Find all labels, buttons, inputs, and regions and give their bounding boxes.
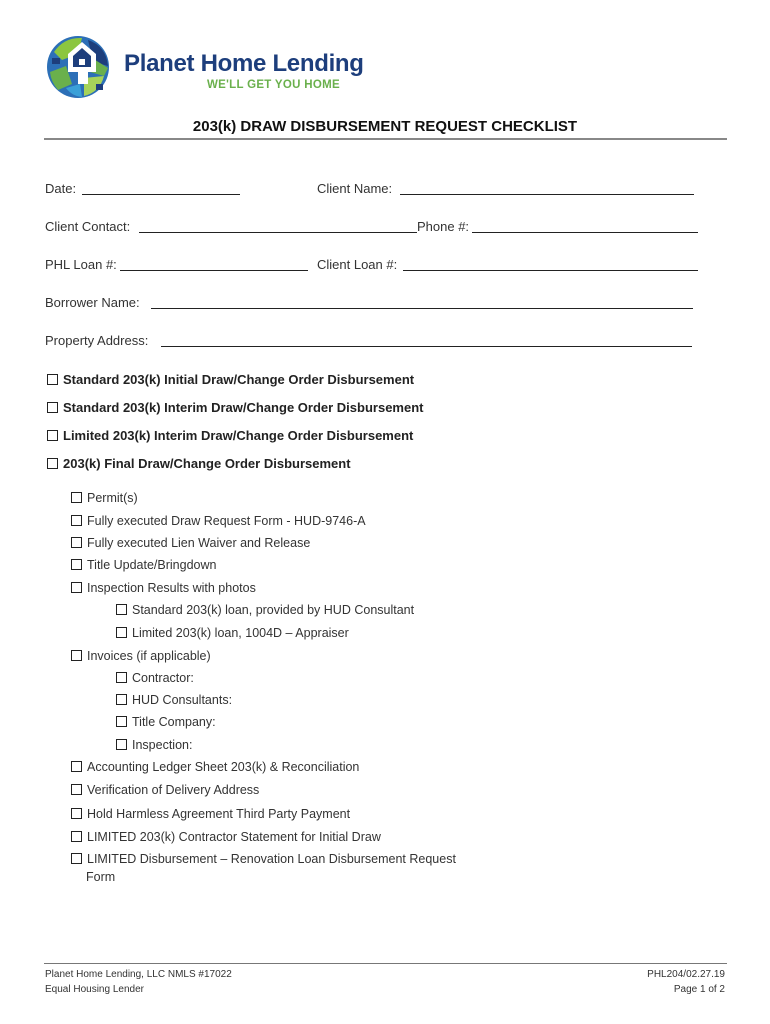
checklist-subitem-standard-loan[interactable]	[116, 603, 414, 617]
checklist-label: Standard 203(k) loan, provided by HUD Consultant	[132, 603, 415, 617]
checklist-label: Permit(s)	[87, 491, 138, 505]
checklist-subitem-hud-consultants[interactable]	[116, 693, 232, 707]
checklist-item-draw-request-form[interactable]	[71, 514, 366, 528]
option-standard-initial[interactable]	[47, 372, 414, 387]
date-field[interactable]	[82, 194, 240, 195]
checklist-subitem-title-company[interactable]	[116, 715, 216, 729]
phl-loan-field[interactable]	[120, 270, 308, 271]
checklist-item-invoices[interactable]	[71, 649, 211, 663]
checklist-item-continuation: Form	[86, 870, 116, 884]
option-label: Limited 203(k) Interim Draw/Change Order Disbursement	[63, 428, 414, 443]
option-label: Standard 203(k) Initial Draw/Change Order Disbursement	[63, 372, 415, 387]
checklist-label: HUD Consultants:	[132, 693, 233, 707]
page-title: 203(k) DRAW DISBURSEMENT REQUEST CHECKLIST	[192, 118, 578, 135]
company-logo	[44, 32, 364, 102]
option-standard-interim[interactable]	[47, 400, 423, 415]
checklist-item-accounting-ledger[interactable]	[71, 760, 359, 774]
phone-field[interactable]	[472, 232, 698, 233]
client-name-label: Client Name:	[317, 181, 393, 196]
checklist-item-hold-harmless[interactable]	[71, 807, 350, 821]
checklist-label: Title Update/Bringdown	[87, 558, 217, 572]
option-final-draw[interactable]	[47, 456, 351, 471]
checkbox-icon[interactable]	[71, 808, 82, 819]
footer-divider	[44, 963, 727, 964]
checkbox-icon[interactable]	[116, 604, 127, 615]
checklist-label: LIMITED 203(k) Contractor Statement for Initial Draw	[87, 830, 381, 844]
checklist-subitem-inspection[interactable]	[116, 738, 192, 752]
title-divider	[44, 138, 727, 140]
option-label: 203(k) Final Draw/Change Order Disbursement	[63, 456, 351, 471]
checklist-label: Limited 203(k) loan, 1004D – Appraiser	[132, 626, 349, 640]
checkbox-icon[interactable]	[71, 853, 82, 864]
checklist-label: Accounting Ledger Sheet 203(k) & Reconciliation	[87, 760, 360, 774]
checklist-item-contractor-statement[interactable]	[71, 830, 381, 844]
checkbox-icon[interactable]	[71, 559, 82, 570]
checklist-label: LIMITED Disbursement – Renovation Loan Disbursement Request	[87, 852, 456, 866]
phone-label: Phone #:	[417, 219, 470, 234]
checklist-item-lien-waiver[interactable]	[71, 536, 310, 550]
checkbox-icon[interactable]	[71, 582, 82, 593]
client-contact-field[interactable]	[139, 232, 417, 233]
footer-equal-housing: Equal Housing Lender	[45, 984, 144, 995]
checkbox-icon[interactable]	[71, 784, 82, 795]
checklist-label: Verification of Delivery Address	[87, 783, 260, 797]
option-limited-interim[interactable]	[47, 428, 413, 443]
footer-form-id: PHL204/02.27.19	[647, 969, 725, 980]
client-contact-label: Client Contact:	[45, 219, 131, 234]
page-number: Page 1 of 2	[673, 984, 725, 995]
client-loan-field[interactable]	[403, 270, 698, 271]
checkbox-icon[interactable]	[116, 627, 127, 638]
checkbox-icon[interactable]	[71, 831, 82, 842]
planet-logo-icon	[44, 32, 116, 102]
option-label: Standard 203(k) Interim Draw/Change Order Disbursement	[63, 400, 424, 415]
checkbox-icon[interactable]	[71, 537, 82, 548]
property-address-field[interactable]	[161, 346, 692, 347]
phl-loan-label: PHL Loan #:	[45, 257, 117, 272]
borrower-name-field[interactable]	[151, 308, 693, 309]
checkbox-icon[interactable]	[71, 650, 82, 661]
date-label: Date:	[45, 181, 77, 196]
brand-tagline: WE'LL GET YOU HOME	[207, 79, 340, 91]
checkbox-icon[interactable]	[47, 374, 58, 385]
checklist-label: Fully executed Lien Waiver and Release	[87, 536, 311, 550]
client-loan-label: Client Loan #:	[317, 257, 398, 272]
checklist-label: Inspection:	[132, 738, 193, 752]
checkbox-icon[interactable]	[116, 739, 127, 750]
checklist-subitem-contractor[interactable]	[116, 671, 194, 685]
checklist-label: Inspection Results with photos	[87, 581, 256, 595]
checkbox-icon[interactable]	[47, 402, 58, 413]
property-address-label: Property Address:	[45, 333, 149, 348]
checklist-subitem-limited-loan[interactable]	[116, 626, 349, 640]
checklist-label: Fully executed Draw Request Form - HUD-9746-A	[87, 514, 366, 528]
checkbox-icon[interactable]	[116, 694, 127, 705]
checkbox-icon[interactable]	[71, 515, 82, 526]
checkbox-icon[interactable]	[116, 672, 127, 683]
client-name-field[interactable]	[400, 194, 694, 195]
checklist-item-title-update[interactable]	[71, 558, 216, 572]
checklist-item-limited-disbursement[interactable]	[71, 852, 456, 866]
checklist-item-delivery-address[interactable]	[71, 783, 259, 797]
checkbox-icon[interactable]	[116, 716, 127, 727]
borrower-name-label: Borrower Name:	[45, 295, 140, 310]
brand-name: Planet Home Lending	[124, 50, 364, 77]
checkbox-icon[interactable]	[71, 761, 82, 772]
checkbox-icon[interactable]	[47, 430, 58, 441]
checklist-item-inspection-results[interactable]	[71, 581, 256, 595]
checkbox-icon[interactable]	[71, 492, 82, 503]
checklist-label: Invoices (if applicable)	[87, 649, 211, 663]
checklist-label: Hold Harmless Agreement Third Party Payment	[87, 807, 351, 821]
checkbox-icon[interactable]	[47, 458, 58, 469]
checklist-item-permits[interactable]	[71, 491, 138, 505]
footer-company: Planet Home Lending, LLC NMLS #17022	[45, 969, 232, 980]
checklist-label: Title Company:	[132, 715, 216, 729]
checklist-label: Contractor:	[132, 671, 194, 685]
